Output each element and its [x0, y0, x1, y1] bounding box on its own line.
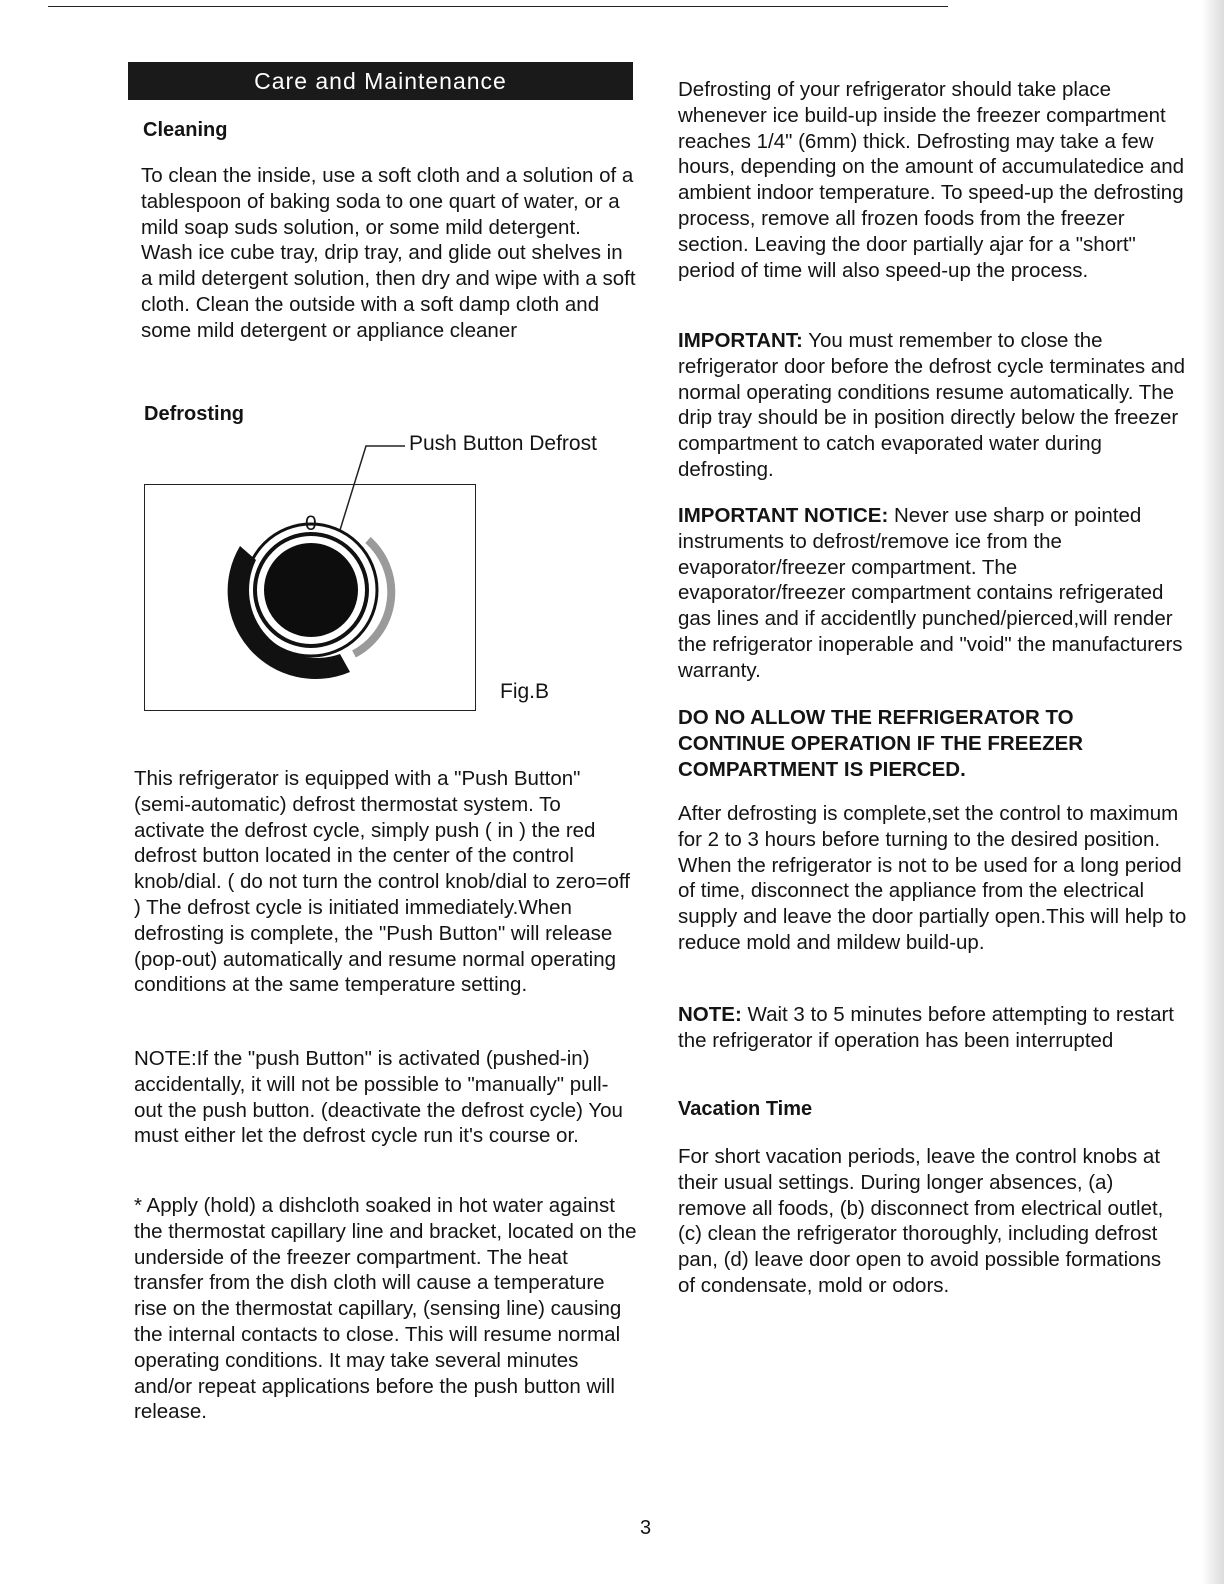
defrost-dial-figure [0, 0, 700, 720]
section-banner: Care and Maintenance [128, 62, 633, 100]
vacation-body: For short vacation periods, leave the control knobs at their usual settings. During longer absences, (a) remove all foods, (b) disconnect from electrical outlet, (c) clean the refrigerator thoroughly, including defrost pan, (d) leave door open to avoid possible formations of condensate, mold or odors. [678, 1145, 1164, 1297]
dial-zero-mark: 0 [305, 512, 317, 535]
important-notice-label: IMPORTANT NOTICE: [678, 504, 889, 527]
important-paragraph [678, 328, 1190, 483]
defrost-paragraph-3: * Apply (hold) a dishcloth soaked in hot water against the thermostat capillary line and bracket, located on the underside of the freezer compartment. The heat transfer from the dish cloth will cause a temperature rise on the thermostat capillary, (sensing line) causing the internal contacts to close. This will resume normal operating conditions. It may take several minutes and/or repeat applications before the push button will release. [134, 1194, 637, 1424]
defrosting-heading: Defrosting [144, 403, 244, 425]
page-edge-shadow [1202, 0, 1224, 1584]
note-paragraph [678, 1002, 1178, 1054]
cleaning-body: To clean the inside, use a soft cloth and a solution of a tablespoon of baking soda to one quart of water, or a mild soap suds solution, or some mild detergent. Wash ice cube tray, drip tray, and glide out shelves in a mild detergent solution, then dry and wipe with a soft cloth. Clean the outside with a soft damp cloth and some mild detergent or appliance cleaner [141, 164, 636, 342]
defrost-paragraph-2: NOTE:If the "push Button" is activated (pushed-in) accidentally, it will not be possible to "manually" pull-out the push button. (deactivate the defrost cycle) You must either let the defrost cycle run it's course or. [134, 1047, 623, 1148]
pierced-warning: DO NO ALLOW THE REFRIGERATOR TO CONTINUE OPERATION IF THE FREEZER COMPARTMENT IS PIERCED. [678, 706, 1084, 781]
callout-label: Push Button Defrost [409, 432, 597, 455]
page-number: 3 [640, 1517, 652, 1539]
defrost-intro: Defrosting of your refrigerator should take place whenever ice build-up inside the freezer compartment reaches 1/4" (6mm) thick. Defrosting may take a few hours, depending on the amount of accumulatedice and ambient indoor temperature. To speed-up the defrosting process, remove all frozen foods from the freezer section. Leaving the door partially ajar for a "short" period of time will also speed-up the process. [678, 78, 1185, 282]
important-text: You must remember to close the refrigerator door before the defrost cycle terminates and normal operating conditions resume automatically. The drip tray should be in position directly below the freezer compartment to catch evaporated water during defrosting. [678, 329, 1186, 481]
cleaning-heading: Cleaning [143, 119, 228, 141]
push-button-defrost [264, 543, 358, 637]
after-defrosting-paragraph: After defrosting is complete,set the control to maximum for 2 to 3 hours before turning to the desired position. When the refrigerator is not to be used for a long period of time, disconnect the appliance from the electrical supply and leave the door partially open.This will help to reduce mold and mildew build-up. [678, 802, 1187, 954]
important-notice-paragraph [678, 503, 1190, 684]
vacation-heading: Vacation Time [678, 1098, 813, 1120]
defrost-paragraph-1: This refrigerator is equipped with a "Push Button" (semi-automatic) defrost thermostat system. To activate the defrost cycle, simply push ( in ) the red defrost button located in the center of the control knob/dial. ( do not turn the control knob/dial to zero=off ) The defrost cycle is initiated immediately.When defrosting is complete, the "Push Button" will release (pop-out) automatically and resume normal operating conditions at the same temperature setting. [134, 767, 630, 997]
important-label: IMPORTANT: [678, 329, 803, 352]
callout-leader [340, 446, 405, 530]
note-label: NOTE: [678, 1003, 742, 1026]
figure-label: Fig.B [500, 680, 550, 703]
note-text: Wait 3 to 5 minutes before attempting to restart the refrigerator if operation has been interrupted [678, 1003, 1175, 1052]
important-notice-text: Never use sharp or pointed instruments to defrost/remove ice from the evaporator/freezer compartment. The evaporator/freezer compartment contains refrigerated gas lines and if accidentlly punched/pierced,will render the refrigerator inoperable and "void" the manufacturers warranty. [678, 504, 1183, 682]
